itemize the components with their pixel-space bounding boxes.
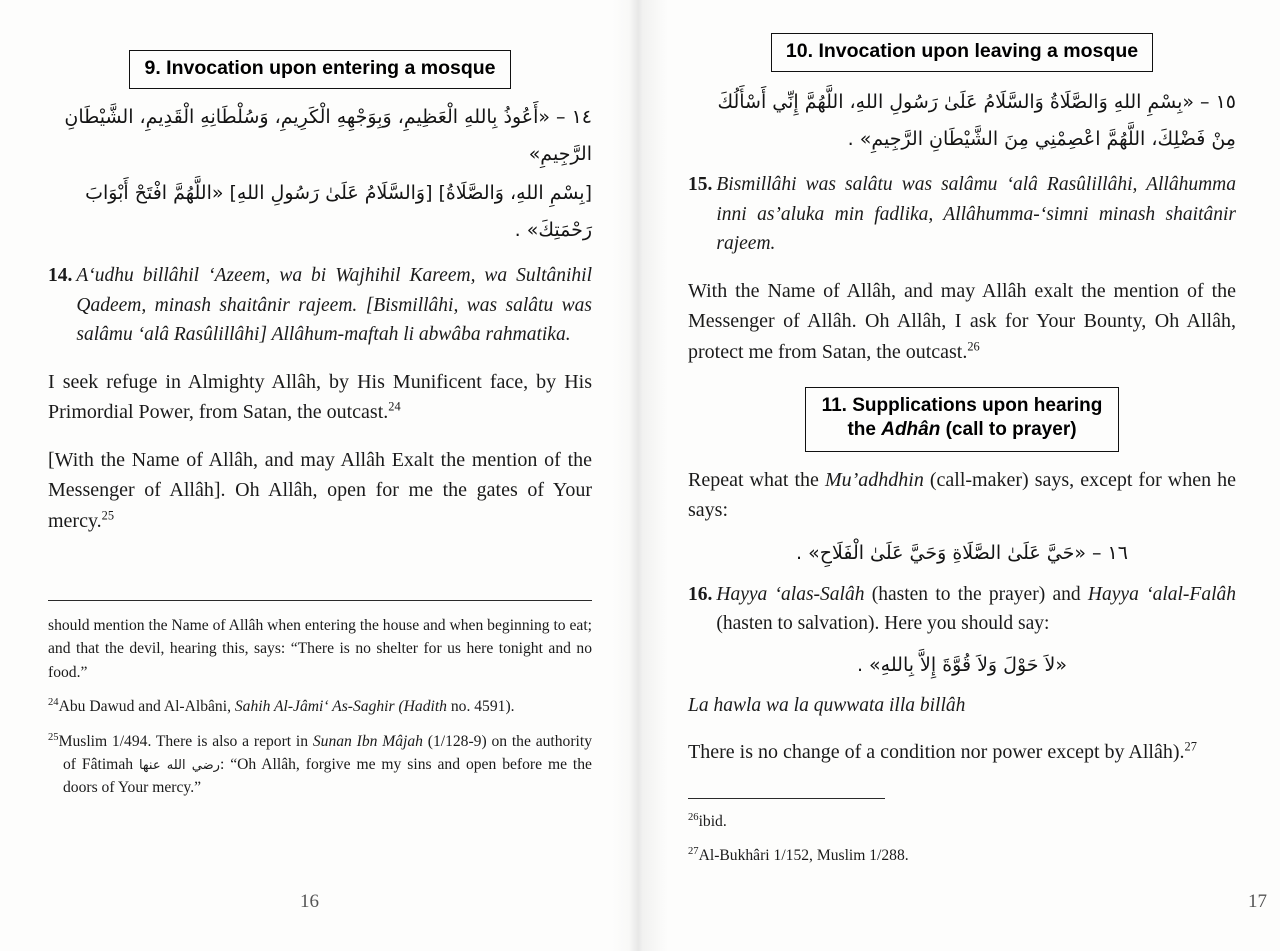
item-15-translation-text: With the Name of Allâh, and may Allâh exalt the mention of the Messenger of Allâh. Oh Allâh, I ask for Your Bounty, Oh Allâh, protect me from Satan, the outcast. — [688, 279, 1236, 363]
adhan-intro-post: (call-maker) says, except for when he says: — [688, 468, 1236, 522]
item-16-italic-2: Hayya ‘alal-Falâh — [1087, 583, 1236, 605]
arabic-invocation-15: ١٥ – «بِسْمِ اللهِ وَالصَّلَاةُ وَالسَّلَامُ عَلَىٰ رَسُولِ اللهِ، اللَّهُمَّ إِنِّي أَسْأَلُكَ مِنْ فَضْلِكَ، اللَّهُمَّ اعْصِمْنِي مِنَ الشَّيْطَانِ الرَّجِيمِ» . — [717, 90, 1236, 150]
section-heading-10-wrap — [688, 33, 1236, 72]
arabic-quote-hawla: «لاَ حَوْلَ وَلاَ قُوَّةَ إِلاَّ بِاللهِ» . — [856, 653, 1068, 676]
page-number-left: 16 — [300, 891, 319, 912]
footnote-rule-left — [48, 600, 592, 601]
section-heading-9-wrap — [48, 50, 592, 89]
footnote-24-text-after: no. 4591). — [446, 698, 515, 716]
item-14-transliteration: A‘udhu billâhil ‘Azeem, wa bi Wajhihil Kareem, wa Sultânihil Qadeem, minash shaitânir rajeem. [Bismillâhi, was salâtu was salâmu ‘alâ Rasûlillâhi] Allâhum-maftah li abwâba rahmatika. — [76, 265, 592, 346]
heading-11-pre: the — [847, 419, 882, 441]
item-16-body — [716, 580, 1236, 639]
footnote-25-part3: : “Oh Allâh, forgive me my sins and open before me the doors of Your mercy.” — [63, 755, 592, 797]
section-heading-11-line2 — [822, 418, 1103, 442]
item-14-translation-1 — [48, 367, 592, 428]
footnote-27 — [688, 844, 1236, 867]
section-heading-9: 9. Invocation upon entering a mosque — [129, 50, 510, 89]
item-16-text-1: (hasten to the prayer) and — [864, 583, 1088, 605]
item-15 — [688, 170, 1236, 259]
right-footnote-area — [688, 798, 1236, 868]
arabic-invocation-16: ١٦ – «حَيَّ عَلَىٰ الصَّلَاةِ وَحَيَّ عَلَىٰ الْفَلَاحِ» . — [796, 541, 1128, 564]
left-footnote-area — [48, 600, 592, 800]
footnote-ref-26: 26 — [967, 339, 980, 354]
item-14-translation-1-text: I seek refuge in Almighty Allâh, by His Munificent face, by His Primordial Power, from Satan, the outcast. — [48, 371, 592, 424]
left-footnotes — [48, 614, 592, 800]
adhan-intro-pre: Repeat what the — [688, 468, 825, 491]
section-heading-11-wrap — [688, 387, 1236, 452]
section-heading-10: 10. Invocation upon leaving a mosque — [771, 33, 1153, 72]
footnote-24-text-before: Abu Dawud and Al-Albâni, — [58, 698, 235, 716]
footnote-27-marker: 27 — [688, 846, 699, 858]
item-15-transliteration: Bismillâhi was salâtu was salâmu ‘alâ Rasûlillâhi, Allâhumma inni as’aluka min fadlika, Allâhumma-‘simni minash shaitânir rajeem. — [716, 174, 1236, 255]
item-16 — [688, 580, 1236, 639]
arabic-invocation-14: ١٤ – «أَعُوذُ بِاللهِ الْعَظِيمِ، وَبِوَجْهِهِ الْكَرِيمِ، وَسُلْطَانِهِ الْقَدِيمِ، الشَّيْطَانِ الرَّجِيمِ» — [64, 105, 592, 165]
heading-11-adhan: Adhân — [881, 419, 941, 441]
footnote-25-part2: (1/128-9) on the authority of Fâtimah — [63, 732, 593, 773]
footnote-24 — [48, 695, 592, 718]
footnote-25-title: Sunan Ibn Mâjah — [312, 732, 423, 750]
page-number-right: 17 — [1248, 891, 1267, 912]
item-16-translation-text: There is no change of a condition nor power except by Allâh). — [688, 741, 1185, 764]
item-16-italic-1: Hayya ‘alas-Salâh — [716, 583, 865, 605]
item-14-translation-2 — [48, 445, 592, 536]
footnote-ref-27: 27 — [1184, 739, 1197, 754]
item-14-number: 14. — [48, 265, 73, 287]
adhan-intro-muadhdhin: Mu’adhdhin — [824, 468, 924, 491]
arabic-invocation-14-bracketed: [بِسْمِ اللهِ، وَالصَّلَاةُ] [وَالسَّلَامُ عَلَىٰ رَسُولِ اللهِ] «اللَّهُمَّ افْتَحْ أَبْوَابَ رَحْمَتِكَ» . — [85, 182, 592, 242]
footnote-25-arabic-honorific: رضي الله عنها — [138, 757, 220, 773]
item-15-translation — [688, 276, 1236, 367]
item-16-text-2: (hasten to salvation). Here you should say: — [716, 613, 1050, 635]
footnote-25-marker: 25 — [48, 731, 59, 743]
footnote-24-marker: 24 — [48, 696, 59, 708]
right-page — [640, 0, 1280, 951]
footnote-ref-25: 25 — [101, 507, 115, 522]
adhan-intro — [688, 465, 1236, 526]
footnote-rule-right — [688, 798, 885, 799]
item-14 — [48, 261, 592, 350]
footnote-24-title: Sahih Al-Jâmi‘ As-Saghir (Hadith — [234, 698, 447, 716]
item-16-translation — [688, 737, 1236, 767]
section-heading-11-line1: 11. Supplications upon hearing — [821, 395, 1103, 417]
heading-11-post: (call to prayer) — [940, 419, 1077, 441]
item-16-number: 16. — [688, 583, 713, 605]
footnote-25 — [48, 730, 592, 800]
footnote-27-text: Al-Bukhâri 1/152, Muslim 1/288. — [698, 847, 909, 865]
footnote-ref-24: 24 — [388, 399, 401, 414]
footnote-26-marker: 26 — [688, 811, 699, 823]
quote-transliteration: La hawla wa la quwwata illa billâh — [688, 694, 966, 716]
footnote-26 — [688, 810, 1236, 833]
item-14-translation-2-text: [With the Name of Allâh, and may Allâh Exalt the mention of the Messenger of Allâh]. Oh Allâh, open for me the gates of Your mercy. — [48, 448, 592, 532]
right-footnotes — [688, 810, 1236, 868]
footnote-25-part1: Muslim 1/494. There is also a report in — [58, 732, 313, 750]
footnote-26-text: ibid. — [698, 813, 727, 830]
footnote-continuation: should mention the Name of Allâh when entering the house and when beginning to eat; and that the devil, hearing this, says: “There is no shelter for us here tonight and no food.” — [48, 617, 592, 681]
item-15-number: 15. — [688, 174, 713, 196]
section-heading-11 — [805, 387, 1120, 452]
